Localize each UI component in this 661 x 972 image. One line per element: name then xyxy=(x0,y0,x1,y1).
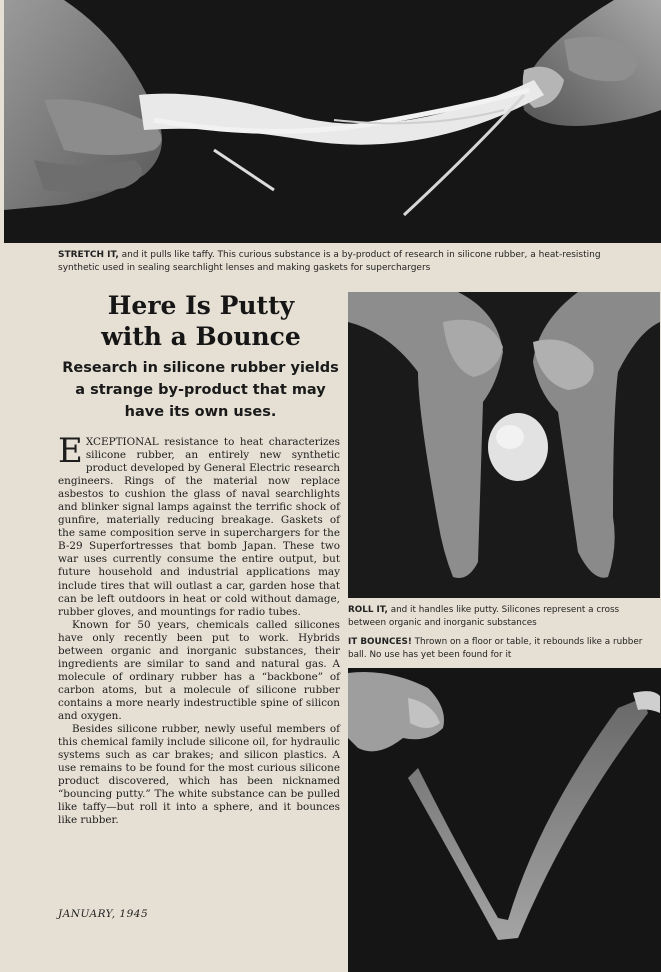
headline-line-1: Here Is Putty xyxy=(107,291,295,320)
article-paragraph-1: EXCEPTIONAL resistance to heat characterizes silicone rubber, an entirely new synthetic product developed by General Electric research engineers. Rings of the material now replace asbestos to cushion the glass of naval searchlights and blinker signal lamps against the terrific shock of gunfire, materially reducing breakage. Gaskets of the same composition serve in superchargers for the B-29 Superfortresses that bomb Japan. These two war uses currently consume the entire output, but future household and industrial applications may include tires that will outlast a car, garden hose that can be left outdoors in heat or cold without damage, rubber gloves, and mountings for radio tubes. xyxy=(58,431,340,618)
drop-cap: E xyxy=(58,431,83,471)
stretch-caption-text: and it pulls like taffy. This curious substance is a by-product of research in silicone rubber, a heat-resisting synthetic used in sealing searchlight lenses and making gaskets for superchargers xyxy=(58,250,601,273)
roll-caption-text: and it handles like putty. Silicones represent a cross between organic and inorganic substances xyxy=(348,605,620,628)
stretch-photo xyxy=(4,0,661,243)
roll-photo xyxy=(348,292,660,598)
article-deck: Research in silicone rubber yields a strange by-product that may have its own uses. xyxy=(62,360,339,420)
issue-date: JANUARY, 1945 xyxy=(58,908,149,920)
bounce-caption-text: Thrown on a floor or table, it rebounds like a rubber ball. No use has yet been found for it xyxy=(348,637,643,660)
roll-caption xyxy=(348,604,643,630)
article-paragraph-3: Besides silicone rubber, newly useful members of this chemical family include silicone oil, for hydraulic systems such as car brakes; and silicon plastics. A use remains to be found for the most curious silicone product discovered, which has been nicknamed “bouncing putty.” The white substance can be pulled like taffy—but roll it into a sphere, and it bounces like rubber. xyxy=(58,723,340,827)
bounce-photo xyxy=(348,668,661,972)
article-headline xyxy=(56,290,346,352)
stretch-caption xyxy=(58,249,638,275)
stretch-caption-lead: STRETCH IT, xyxy=(58,250,119,260)
headline-line-2: with a Bounce xyxy=(101,322,301,351)
bounce-caption xyxy=(348,636,643,662)
bounce-caption-lead: IT BOUNCES! xyxy=(348,637,412,647)
article-body xyxy=(58,431,340,827)
article-paragraph-2: Known for 50 years, chemicals called silicones have only recently been put to work. Hybrids between organic and inorganic substances, their ingredients are similar to sand and natural gas. A molecule of ordinary rubber has a “backbone” of carbon atoms, but a molecule of silicone rubber contains a more nearly indestructible spine of silicon and oxygen. xyxy=(58,618,340,722)
roll-caption-lead: ROLL IT, xyxy=(348,605,388,615)
